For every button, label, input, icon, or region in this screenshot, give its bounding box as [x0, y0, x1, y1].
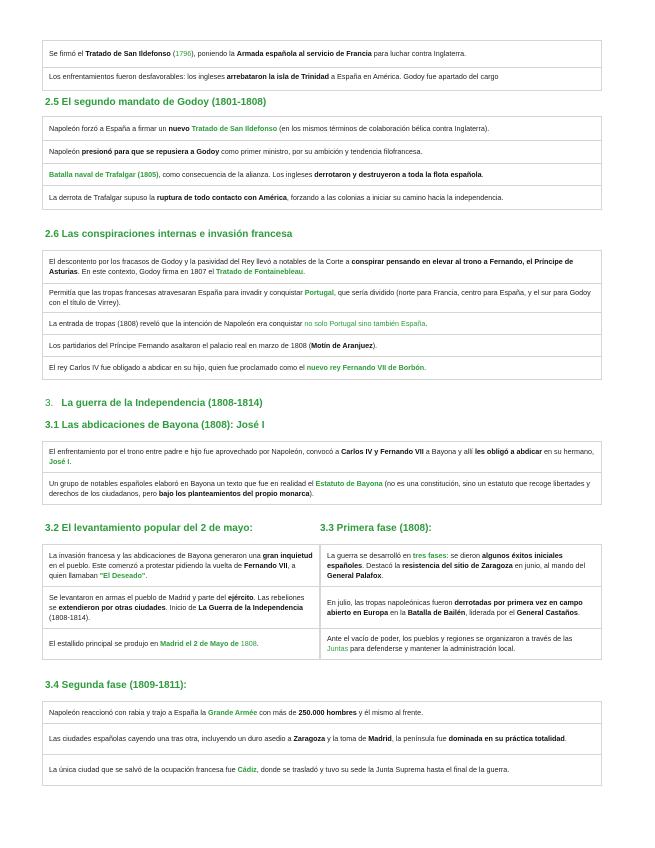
- text-run: en el pueblo. Este comenzó a protestar pidiendo la vuelta de: [49, 560, 244, 570]
- text-run: .: [303, 267, 306, 276]
- text-run: . Destacó la: [362, 560, 403, 570]
- row-text: [327, 551, 595, 581]
- text-run: les obligó a abdicar: [474, 447, 543, 456]
- text-run: ), poniendo la: [191, 49, 237, 58]
- text-run: Fernando VII: [244, 560, 288, 570]
- text-run: Zaragoza: [293, 734, 326, 743]
- text-run: Madrid: [368, 734, 392, 743]
- text-run: Portugal: [304, 288, 334, 297]
- text-run: General Castaños: [516, 607, 578, 617]
- table-row: [43, 313, 601, 335]
- row-text: [49, 593, 313, 623]
- text-run: .: [256, 639, 259, 648]
- table-row: [321, 545, 601, 587]
- text-run: .: [577, 607, 580, 617]
- text-run: Madrid el 2 de Mayo de: [160, 639, 241, 648]
- text-run: nuevo rey Fernando VII de Borbón: [306, 363, 425, 372]
- text-run: .: [381, 570, 384, 580]
- table-row: [43, 442, 601, 473]
- table-row: [43, 473, 601, 504]
- text-run: .: [69, 457, 72, 466]
- row-text: [49, 170, 484, 180]
- text-run: (1808-1814).: [49, 612, 91, 622]
- chapter-number: 3.: [45, 398, 54, 409]
- row-text: [49, 341, 377, 351]
- text-run: conspirar pensando en elevar al trono a Fernando, el Príncipe de Asturias: [49, 257, 574, 276]
- row-text: [49, 479, 595, 499]
- text-run: Batalla de Bailén: [407, 607, 466, 617]
- text-run: dominada en su práctica totalidad: [448, 734, 565, 743]
- text-run: Tratado de San Ildefonso: [191, 123, 278, 133]
- text-run: Napoleón forzó a España a firmar un: [49, 123, 169, 133]
- row-text: [49, 639, 259, 649]
- text-run: extendieron por otras ciudades: [58, 602, 166, 612]
- row-text: [49, 734, 567, 744]
- section-heading-2-6: 2.6 Las conspiraciones internas e invasión francesa: [45, 229, 293, 240]
- text-run: , como consecuencia de la alianza. Los ingleses: [158, 169, 315, 179]
- row-text: [49, 708, 423, 718]
- text-run: 1808: [240, 639, 257, 648]
- text-run: Armada española al servicio de Francia: [236, 49, 372, 58]
- text-run: (no es una constitución, sino un estatuto que recoge libertades y derechos de los ciudadanos, pero: [49, 478, 591, 498]
- text-run: El rey Carlos IV fue obligado a abdicar en su hijo, quien fue proclamado como el: [49, 363, 307, 372]
- row-text: [327, 598, 595, 618]
- text-run: Napoleón reaccionó con rabia y trajo a España la: [49, 707, 209, 717]
- text-run: La entrada de tropas (1808) reveló que la intención de Napoleón era conquistar: [49, 318, 305, 328]
- text-run: arrebataron la isla de Trinidad: [226, 72, 330, 81]
- text-run: . Las rebeliones se: [49, 592, 305, 612]
- table-row: [43, 141, 601, 164]
- text-run: Tratado de San Ildefonso: [85, 49, 171, 58]
- text-run: Tratado de Fontainebleau: [216, 267, 304, 276]
- text-run: La única ciudad que se salvó de la ocupación francesa fue: [49, 765, 238, 774]
- text-run: : se dieron: [446, 550, 483, 560]
- text-run: . Inicio de: [165, 602, 199, 612]
- text-run: ejército: [228, 592, 254, 602]
- text-run: gran inquietud: [262, 550, 313, 560]
- table-row: [43, 587, 319, 629]
- text-run: José I: [49, 457, 70, 466]
- section-3-3-table: [320, 544, 602, 660]
- text-run: La derrota de Trafalgar supuso la: [49, 192, 157, 202]
- text-run: derrotaron y destruyeron a toda la flota española: [314, 169, 482, 179]
- text-run: Las ciudades españolas cayendo una tras otra, incluyendo un duro asedio a: [49, 734, 294, 743]
- section-2-5-table: [42, 116, 602, 210]
- row-text: [49, 257, 595, 277]
- row-text: [49, 72, 498, 82]
- text-run: en su hermano,: [542, 447, 594, 456]
- section-heading-2-5: 2.5 El segundo mandato de Godoy (1801-1808): [45, 97, 267, 108]
- text-run: 1796: [175, 49, 192, 58]
- row-text: [49, 447, 595, 467]
- table-row: [43, 284, 601, 313]
- text-run: ).: [372, 340, 378, 350]
- table-row: [43, 164, 601, 186]
- table-row: [43, 117, 601, 141]
- section-heading-3-1: 3.1 Las abdicaciones de Bayona (1808): José I: [45, 420, 265, 431]
- table-row: [43, 335, 601, 357]
- text-run: , forzando a las colonias a iniciar su camino hacia la independencia.: [286, 192, 504, 202]
- text-run: , liderada por el: [465, 607, 517, 617]
- section-3-1-table: [42, 441, 602, 505]
- text-run: en junio, al mando del: [512, 560, 586, 570]
- text-run: en la: [388, 607, 408, 617]
- text-run: para luchar contra Inglaterra.: [371, 49, 467, 58]
- text-run: algunos éxitos iniciales españoles: [327, 550, 563, 570]
- section-2-6-table: [42, 250, 602, 380]
- table-row: [43, 357, 601, 379]
- text-run: Estatuto de Bayona: [315, 478, 383, 488]
- row-text: [49, 49, 466, 59]
- top-table: [42, 40, 602, 91]
- text-run: En julio, las tropas napoleónicas fueron: [327, 597, 455, 607]
- row-text: [49, 147, 423, 157]
- text-run: Los partidarios del Príncipe Fernando asaltaron el palacio real en marzo de 1808 (: [49, 340, 312, 350]
- row-text: [49, 124, 489, 134]
- text-run: "El Deseado": [99, 570, 146, 580]
- table-row: [43, 629, 319, 659]
- table-row: [43, 68, 601, 90]
- section-heading-3-2: 3.2 El levantamiento popular del 2 de mayo:: [45, 523, 253, 534]
- text-run: . En este contexto, Godoy firma en 1807 el: [77, 267, 217, 276]
- text-run: Batalla naval de Trafalgar (1805): [49, 169, 159, 179]
- text-run: .: [425, 318, 428, 328]
- table-row: [43, 724, 601, 755]
- text-run: Napoleón: [49, 147, 82, 156]
- text-run: La invasión francesa y las abdicaciones de Bayona generaron una: [49, 550, 263, 560]
- text-run: nuevo: [168, 123, 192, 133]
- text-run: .: [424, 363, 427, 372]
- row-text: [49, 363, 426, 373]
- text-run: , la península fue: [391, 734, 449, 743]
- chapter-heading-3: [45, 398, 263, 409]
- text-run: Se levantaron en armas el pueblo de Madrid y parte del: [49, 592, 228, 602]
- section-3-2-table: [42, 544, 320, 660]
- text-run: y la toma de: [325, 734, 369, 743]
- text-run: Grande Armée: [208, 707, 258, 717]
- text-run: Carlos IV y Fernando VII: [341, 447, 424, 456]
- table-row: [321, 587, 601, 629]
- text-run: ).: [309, 488, 314, 498]
- table-row: [43, 702, 601, 724]
- section-heading-3-3: 3.3 Primera fase (1808):: [320, 523, 432, 534]
- row-text: [327, 634, 595, 654]
- text-run: .: [145, 570, 148, 580]
- text-run: bajo los planteamientos del propio monarca: [158, 488, 310, 498]
- text-run: y él mismo al frente.: [356, 707, 424, 717]
- table-row: [43, 755, 601, 785]
- text-run: La guerra se desarrolló en: [327, 550, 413, 560]
- text-run: , donde se trasladó y tuvo su sede la Junta Suprema hasta el final de la guerra.: [256, 765, 510, 774]
- text-run: ruptura de todo contacto con América: [156, 192, 287, 202]
- text-run: El descontento por los fracasos de Godoy y la pasividad del Rey llevó a notables de la Corte a: [49, 257, 352, 266]
- text-run: 250.000 hombres: [298, 707, 357, 717]
- text-run: a Bayona y allí: [423, 447, 475, 456]
- table-row: [321, 629, 601, 659]
- text-run: El estallido principal se produjo en: [49, 639, 161, 648]
- text-run: con más de: [257, 707, 299, 717]
- row-text: [49, 319, 427, 329]
- text-run: (en los mismos términos de colaboración bélica contra Inglaterra).: [277, 123, 490, 133]
- text-run: Motín de Aranjuez: [311, 340, 373, 350]
- table-row: [43, 545, 319, 587]
- text-run: (: [170, 49, 176, 58]
- text-run: Se firmó el: [49, 49, 86, 58]
- text-run: El enfrentamiento por el trono entre padre e hijo fue aprovechado por Napoleón, convocó a: [49, 447, 342, 456]
- text-run: presionó para que se repusiera a Godoy: [81, 147, 220, 156]
- text-run: Los enfrentamientos fueron desfavorables: los ingleses: [49, 72, 227, 81]
- text-run: como primer ministro, por su ambición y tendencia filofrancesa.: [219, 147, 423, 156]
- text-run: , que sería dividido (norte para Francia, centro para España, y el sur para Godoy con el título de Virrey).: [49, 288, 591, 307]
- table-row: [43, 251, 601, 284]
- text-run: .: [564, 734, 567, 743]
- section-heading-3-4: 3.4 Segunda fase (1809-1811):: [45, 680, 187, 691]
- text-run: tres fases: [412, 550, 447, 560]
- text-run: Permitía que las tropas francesas atravesaran España para invadir y conquistar: [49, 288, 305, 297]
- text-run: General Palafox: [327, 570, 382, 580]
- chapter-title: La guerra de la Independencia (1808-1814): [61, 398, 263, 409]
- text-run: , a quien llamaban: [49, 560, 296, 580]
- text-run: La Guerra de la Independencia: [198, 602, 304, 612]
- text-run: a España en América. Godoy fue apartado del cargo: [329, 72, 499, 81]
- text-run: Cádiz: [237, 765, 257, 774]
- table-row: [43, 186, 601, 209]
- text-run: para defenderse y mantener la administración local.: [348, 644, 516, 653]
- text-run: .: [481, 169, 484, 179]
- text-run: Un grupo de notables españoles elaboró en Bayona un texto que fue en realidad el: [49, 478, 316, 488]
- text-run: derrotadas por primera vez en campo abierto en Europa: [327, 597, 583, 617]
- row-text: [49, 193, 503, 203]
- row-text: [49, 551, 313, 581]
- text-run: no solo Portugal sino también España: [304, 318, 426, 328]
- text-run: resistencia del sitio de Zaragoza: [402, 560, 513, 570]
- row-text: [49, 288, 595, 308]
- section-3-4-table: [42, 701, 602, 786]
- table-row: [43, 41, 601, 68]
- text-run: Juntas: [327, 644, 349, 653]
- row-text: [49, 765, 509, 775]
- text-run: Ante el vacío de poder, los pueblos y regiones se organizaron a través de las: [327, 634, 573, 643]
